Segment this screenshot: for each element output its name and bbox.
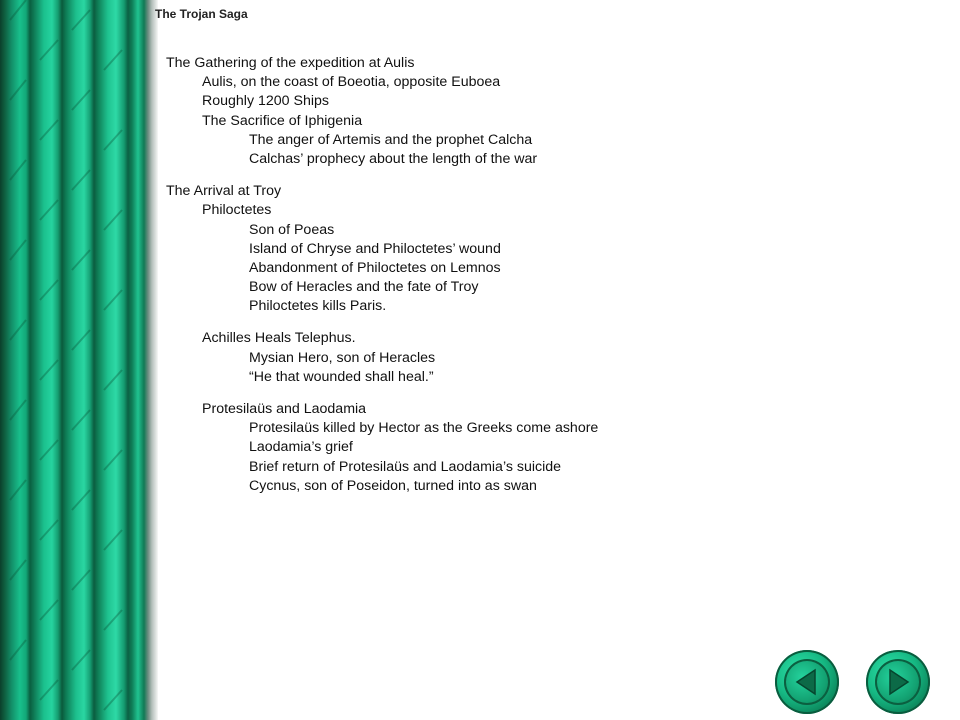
outline-list	[166, 54, 926, 496]
outline-item-level-2: Roughly 1200 Ships	[202, 93, 329, 110]
outline-item-level-2: Achilles Heals Telephus.	[202, 330, 356, 347]
outline-item-level-3: Abandonment of Philoctetes on Lemnos	[249, 259, 501, 276]
page-title: The Trojan Saga	[155, 7, 248, 21]
outline-item-level-3: “He that wounded shall heal.”	[249, 368, 434, 385]
previous-slide-button[interactable]	[775, 650, 839, 714]
outline-item-level-3: Bow of Heracles and the fate of Troy	[249, 279, 479, 296]
outline-spacer	[166, 169, 926, 182]
outline-item-level-3: Brief return of Protesilaüs and Laodamia’s suicide	[249, 458, 562, 475]
outline-item-level-2: Aulis, on the coast of Boeotia, opposite Euboea	[202, 74, 501, 91]
outline-item-level-2: Philoctetes	[202, 202, 272, 219]
decorative-side-panel	[0, 0, 158, 720]
outline-item-level-3: Mysian Hero, son of Heracles	[249, 349, 436, 366]
outline-item-level-3: Calchas’ prophecy about the length of the war	[249, 150, 538, 167]
outline-item-level-1: The Gathering of the expedition at Aulis	[166, 55, 415, 71]
outline-item-level-3: Protesilaüs killed by Hector as the Greeks come ashore	[249, 420, 599, 437]
next-slide-button[interactable]	[866, 650, 930, 714]
outline-item-level-3: Laodamia’s grief	[249, 439, 353, 456]
diagonal-stripes-decoration	[0, 0, 158, 720]
outline-item-level-3: The anger of Artemis and the prophet Calcha	[249, 131, 533, 148]
outline-item-level-1: The Arrival at Troy	[166, 183, 282, 200]
outline-item-level-3: Son of Poeas	[249, 221, 335, 238]
outline-item-level-2: Protesilaüs and Laodamia	[202, 401, 367, 417]
outline-item-level-3: Cycnus, son of Poseidon, turned into as swan	[249, 477, 537, 494]
outline-spacer	[166, 316, 926, 329]
triangle-right-icon	[866, 650, 930, 714]
triangle-left-icon	[775, 650, 839, 714]
outline-spacer	[166, 387, 926, 400]
outline-item-level-3: Philoctetes kills Paris.	[249, 298, 387, 315]
outline-item-level-3: Island of Chryse and Philoctetes’ wound	[249, 240, 501, 257]
outline-item-level-2: The Sacrifice of Iphigenia	[202, 112, 363, 129]
